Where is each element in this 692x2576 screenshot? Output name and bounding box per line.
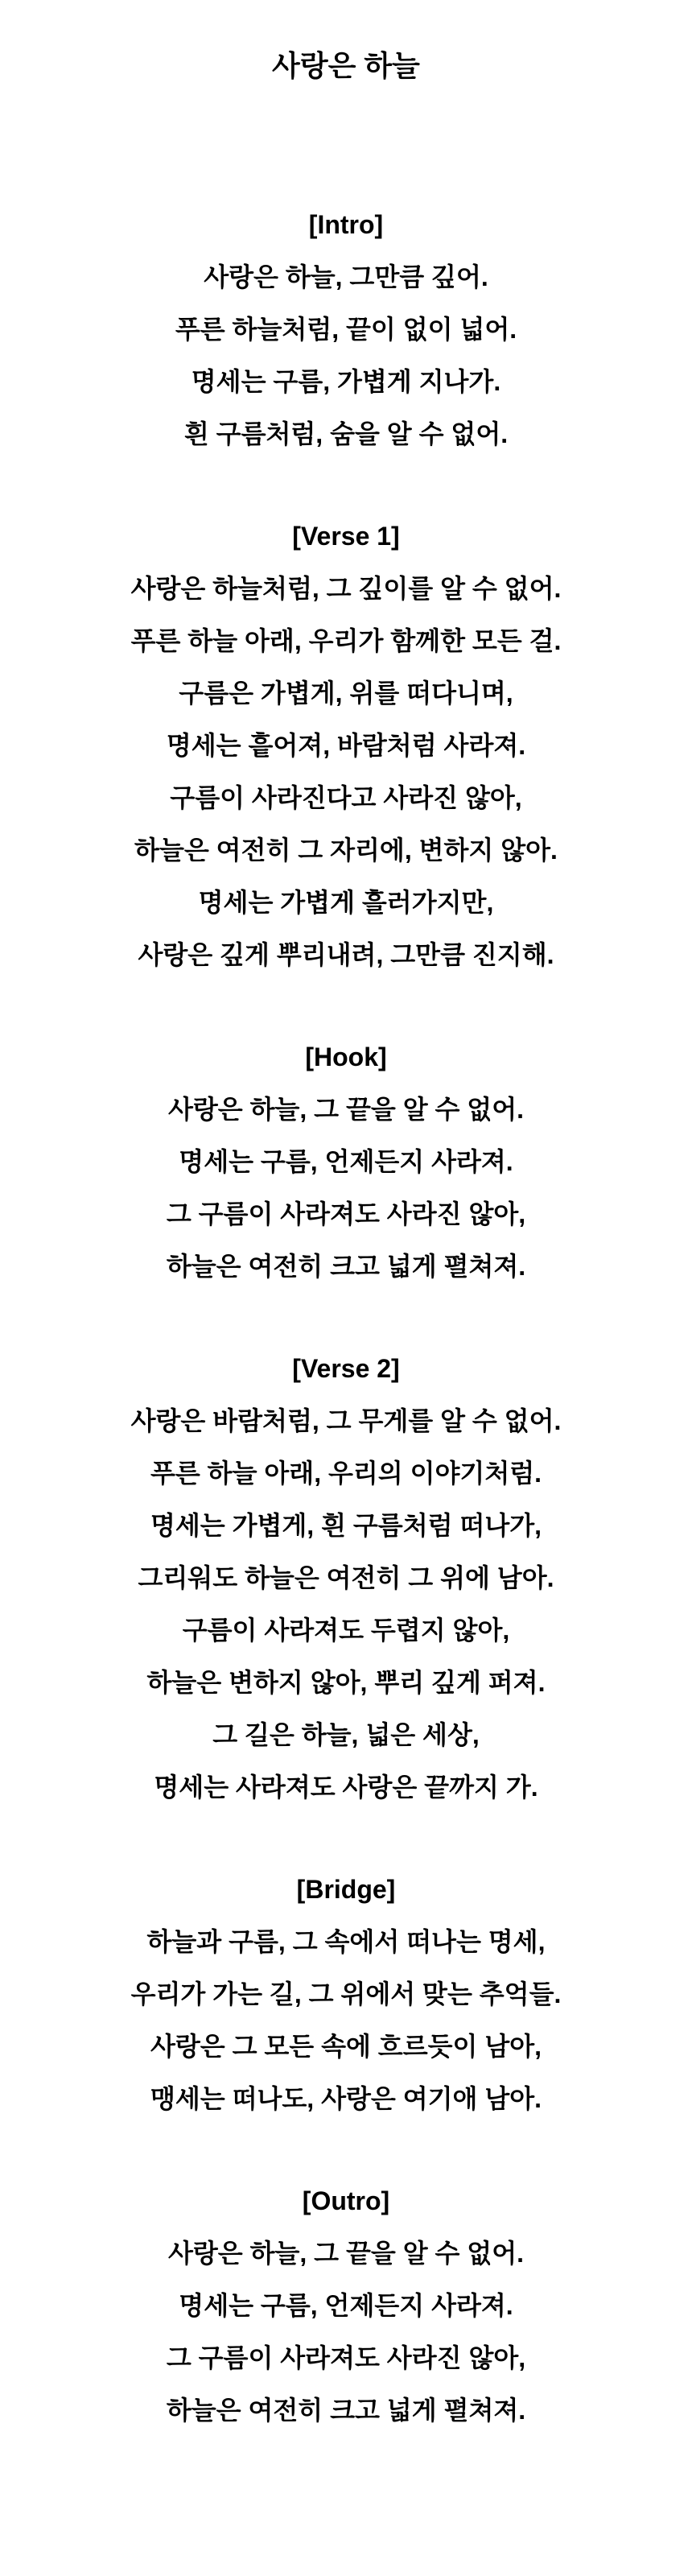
section-label: [Bridge] xyxy=(296,1875,396,1904)
lyric-line: 명세는 가볍게 흘러가지만, xyxy=(198,888,494,917)
lyric-line: 그 구름이 사라져도 사라진 않아, xyxy=(166,1199,526,1228)
lyric-line: 푸른 하늘 아래, 우리가 함께한 모든 걸. xyxy=(130,626,562,655)
lyric-line: 구름이 사라져도 두렵지 않아, xyxy=(182,1616,510,1645)
lyric-line: 하늘은 여전히 크고 넓게 펼쳐져. xyxy=(166,1252,526,1281)
lyric-line: 사랑은 하늘, 그 끝을 알 수 없어. xyxy=(167,2239,525,2268)
lyric-line: 하늘은 여전히 크고 넓게 펼쳐져. xyxy=(166,2396,526,2425)
lyric-line: 하늘은 여전히 그 자리에, 변하지 않아. xyxy=(134,836,558,865)
lyric-line: 사랑은 하늘처럼, 그 깊이를 알 수 없어. xyxy=(130,574,562,603)
section-verse-2 xyxy=(0,1343,692,1814)
lyric-line: 명세는 구름, 가볍게 지나가. xyxy=(191,367,501,396)
lyric-line: 명세는 가볍게, 흰 구름처럼 떠나가, xyxy=(150,1511,542,1540)
lyric-line: 사랑은 하늘, 그만큼 깊어. xyxy=(204,262,488,291)
lyric-line: 하늘은 변하지 않아, 뿌리 깊게 퍼져. xyxy=(146,1668,546,1697)
lyric-line: 명세는 구름, 언제든지 사라져. xyxy=(179,2291,513,2320)
lyric-line: 하늘과 구름, 그 속에서 떠나는 명세, xyxy=(146,1927,546,1956)
section-label: [Intro] xyxy=(308,210,384,239)
section-label: [Outro] xyxy=(302,2186,390,2215)
section-hook xyxy=(0,1031,692,1293)
lyric-line: 구름은 가볍게, 위를 떠다니며, xyxy=(179,679,513,708)
lyric-line: 사랑은 그 모든 속에 흐르듯이 남아, xyxy=(150,2032,542,2061)
section-label: [Verse 2] xyxy=(292,1354,400,1383)
section-label: [Hook] xyxy=(305,1042,387,1071)
lyric-line: 우리가 가는 길, 그 위에서 맞는 추억들. xyxy=(130,1979,562,2008)
lyric-line: 그 길은 하늘, 넓은 세상, xyxy=(212,1720,480,1749)
lyric-line: 사랑은 하늘, 그 끝을 알 수 없어. xyxy=(167,1095,525,1124)
section-label: [Verse 1] xyxy=(292,522,400,551)
lyric-line: 그리워도 하늘은 여전히 그 위에 남아. xyxy=(138,1563,554,1592)
lyric-line: 흰 구름처럼, 숨을 알 수 없어. xyxy=(183,419,509,448)
lyric-line: 명세는 구름, 언제든지 사라져. xyxy=(179,1147,513,1176)
song-title: 사랑은 하늘 xyxy=(272,49,420,82)
lyric-line: 푸른 하늘처럼, 끝이 없이 넓어. xyxy=(175,315,517,344)
section-outro xyxy=(0,2175,692,2437)
section-bridge xyxy=(0,1864,692,2125)
section-intro xyxy=(0,199,692,460)
lyric-line: 사랑은 깊게 뿌리내려, 그만큼 진지해. xyxy=(138,940,554,969)
lyric-line: 명세는 사라져도 사랑은 끝까지 가. xyxy=(154,1773,538,1802)
section-verse-1 xyxy=(0,510,692,981)
lyric-line: 그 구름이 사라져도 사라진 않아, xyxy=(166,2343,526,2372)
lyric-line: 푸른 하늘 아래, 우리의 이야기처럼. xyxy=(150,1459,542,1488)
lyric-line: 사랑은 바람처럼, 그 무게를 알 수 없어. xyxy=(130,1406,562,1435)
lyric-line: 명세는 흩어져, 바람처럼 사라져. xyxy=(166,731,526,760)
lyric-line: 맹세는 떠나도, 사랑은 여기애 남아. xyxy=(150,2084,542,2113)
lyric-line: 구름이 사라진다고 사라진 않아, xyxy=(170,783,522,812)
